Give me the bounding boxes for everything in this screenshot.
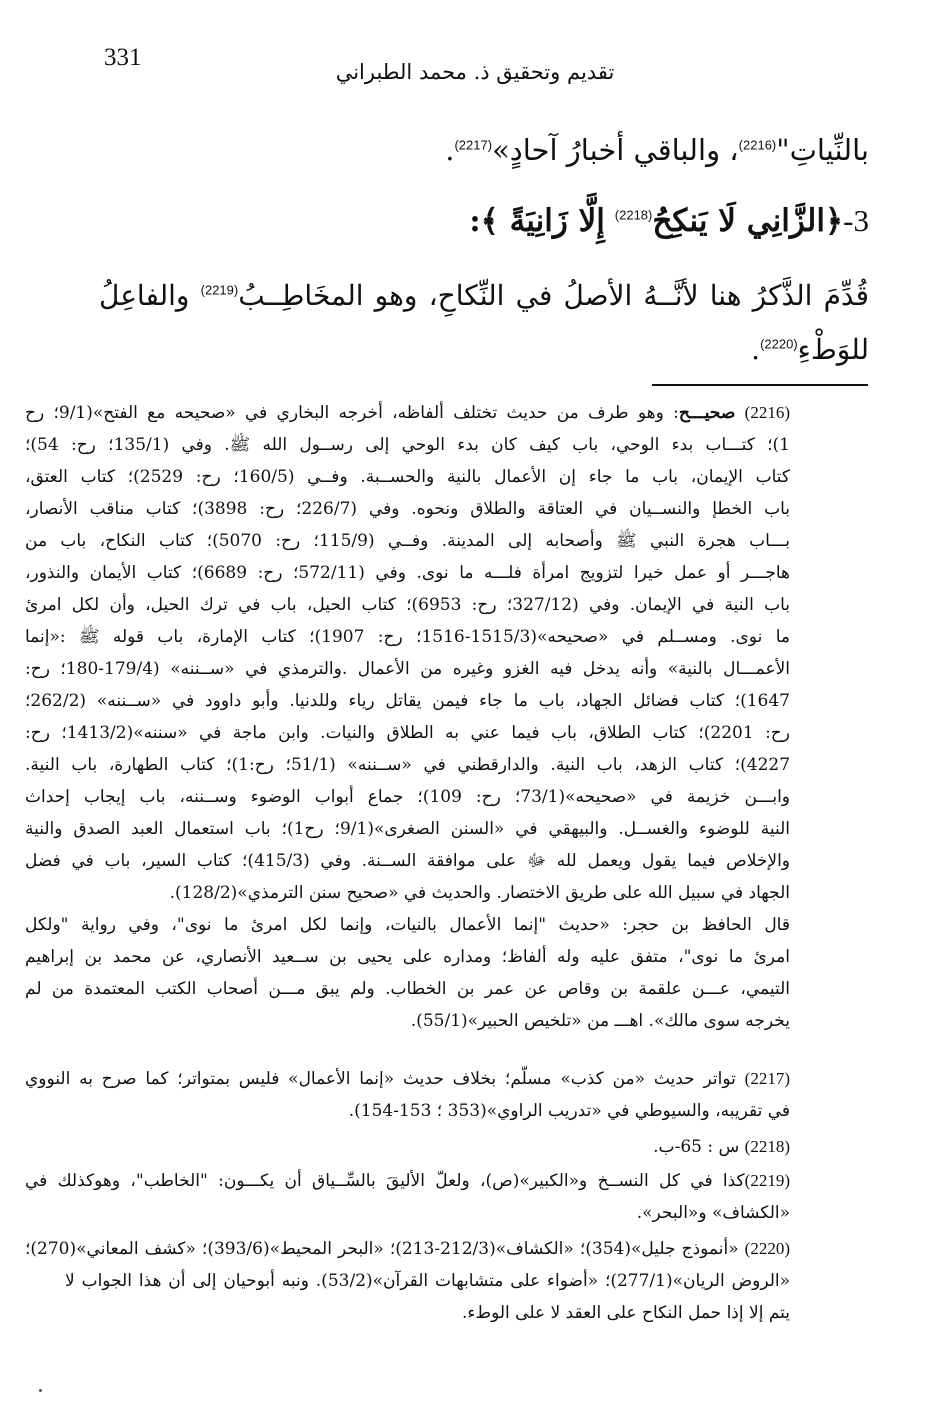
margin-dot — [39, 1389, 42, 1392]
footnote-2216-line: قال الحافظ بن حجر: «حديث "إنما الأعمال بالنيات، وإنما لكل امرئ ما نوى"، وفي رواية "ولكل — [25, 915, 790, 935]
grade-label: صحيـــح — [678, 403, 736, 423]
footnote-text: تواتر حديث «من كذب» مسلّم؛ بخلاف حديث «إنما الأعمال» فليس بمتواتر؛ كما صرح به النووي — [25, 1069, 736, 1089]
footnote-2216-line: باب الخطإ والنســيان في العتاقة والطلاق ونحوه. وفي (226/7؛ رح: 3898)؛ كتاب مناقب الأنصار، — [25, 499, 790, 519]
footnote-ref-2218: (2218) — [614, 207, 653, 223]
footnote-number: (2217) — [744, 1069, 790, 1088]
footnote-ref-2216: (2216) — [738, 137, 777, 153]
footnote-2220-line: «الروض الريان»(277/1)؛ «أضواء على متشابهات القرآن»(53/2). ونبه أبوحيان إلى أن هذا الجواب لا — [65, 1271, 790, 1291]
main-paragraph-line-1 — [99, 274, 869, 318]
page-number: 331 — [104, 44, 142, 71]
main-line-1-end: . — [445, 133, 455, 167]
main-line-1-text: بالنِّياتِ" — [776, 133, 869, 167]
paragraph-text-d: . — [751, 333, 761, 366]
footnote-2216-line: والإخلاص فيما يقول ويعمل لله ﷻ على موافقة الســنة. وفي (415/3)؛ كتاب السير، باب في فضل — [25, 851, 790, 871]
footnote-text: : وهو طرف من حديث تختلف ألفاظه، أخرجه البخاري في «صحيحه مع الفتح»(9/1؛ رح — [25, 403, 679, 423]
footnote-2216-line: بـــاب هجرة النبي ﷺ وأصحابه إلى المدينة. وفــي (115/9؛ رح: 5070)؛ كتاب النكاح، باب من — [25, 531, 790, 551]
footnote-ref-2220: (2220) — [760, 336, 798, 352]
main-paragraph-line-2 — [751, 328, 869, 372]
footnote-2217-line — [25, 1064, 790, 1094]
paragraph-text-b: والفاعِلُ — [99, 279, 190, 312]
footnote-2216-line: رح: 2201)؛ كتاب الطلاق، باب فيما عني به الطلاق والنيات. وابن ماجة في «سننه»(1413/2؛ رح: — [25, 723, 790, 743]
footnote-2216-line: 1)؛ كتـــاب بدء الوحي، باب كيف كان بدء الوحي إلى رســول الله ﷺ. وفي (135/1؛ رح: 54)؛ — [25, 435, 790, 455]
footnote-ref-2217: (2217) — [454, 137, 493, 153]
footnote-number: (2219) — [744, 1171, 790, 1190]
footnote-2218-line — [25, 1132, 790, 1162]
footnote-text: «أنموذج جليل»(354)؛ «الكشاف»(212/3-213)؛ «البحر المحيط»(393/6)؛ «كشف المعاني»(270)؛ — [25, 1239, 739, 1259]
footnote-2216-line: النية للوضوء والغســل. والبيهقي في «السنن الصغرى»(9/1؛ رح1)؛ باب استعمال العبد الصدق والنية — [25, 819, 790, 839]
verse-text-b: إِلَّا زَانِيَةً ﴾: — [469, 203, 605, 239]
footnote-2220-line: يتم إلا إذا حمل النكاح على العقد لا على الوطء. — [461, 1303, 790, 1323]
footnote-2216-line: كتاب الإيمان، باب ما جاء إن الأعمال بالنية والحســبة. وفــي (160/5؛ رح: 2529)؛ كتاب العتق، — [25, 467, 790, 487]
footnote-2216-line: التيمي، عـــن علقمة بن وقاص عن عمر بن الخطاب. ولم يبق مـــن أصحاب الكتب المعتمدة من لم — [25, 979, 790, 999]
verse-text-a: ﴿الزَّانِي لَا يَنكِحُ — [652, 203, 844, 239]
heading-number: 3- — [843, 203, 869, 238]
footnote-2216-line: ما نوى. ومســلم في «صحيحه»(1515/3-1516؛ رح: 1907)؛ كتاب الإمارة، باب قوله ﷺ :«إنما — [25, 627, 790, 647]
footnote-2216-line: الأعمـــال بالنية» وأنه يدخل فيه الغزو وغيره من الأعمال .والترمذي في «ســننه» (179/4-180؛ رح: — [25, 659, 790, 679]
footnote-text: كذا في كل النســخ و«الكبير»(ص)، ولعلّ الأليقَ بالسِّــياق أن يكـــون: "الخاطب"، وهوكذلك في — [25, 1171, 745, 1191]
main-line-1-text-2: ، والباقي أخبارُ آحادٍ» — [492, 133, 739, 167]
footnote-2216-line — [25, 398, 790, 428]
footnote-2216-line: هاجـــر أو عمل خيرا لتزويج امرأة فلـــه ما نوى. وفي (572/11؛ رح: 6689)؛ كتاب الأيمان والنذور، — [25, 563, 790, 583]
footnote-2216-line: يخرجه سوى مالك». اهـــ من «تلخيص الحبير»(55/1). — [410, 1011, 790, 1031]
footnote-number: (2216) — [744, 403, 790, 422]
footnote-2216-line: 4227)؛ كتاب الزهد، باب النية. والدارقطني في «ســننه» (51/1؛ رح:1)؛ كتاب الطهارة، باب النية. — [25, 755, 790, 775]
footnote-number: (2218) — [744, 1137, 790, 1156]
footnote-2217-line: في تقريبه، والسيوطي في «تدريب الراوي»(353 ؛ 153-154). — [348, 1101, 790, 1121]
footnote-2216-line: الجهاد في سبيل الله على طريق الاختصار. والحديث في «صحيح سنن الترمذي»(128/2). — [169, 883, 790, 903]
footnote-text: س : 65-ب. — [653, 1137, 740, 1157]
footnote-2219-line: «الكشاف» و«البحر». — [636, 1203, 790, 1223]
footnote-2220-line — [25, 1234, 790, 1264]
footnote-ref-2219: (2219) — [200, 282, 239, 298]
paragraph-text-c: للوَطْءِ — [797, 333, 869, 366]
footnote-2219-line — [25, 1166, 790, 1196]
footnote-number: (2220) — [744, 1239, 790, 1258]
footnote-2216-line: وابـــن خزيمة في «صحيحه»(73/1؛ رح: 109)؛ جماع أبواب الوضوء وســننه، باب إيجاب إحداث — [25, 787, 790, 807]
footnote-2216-line: امرئ ما نوى"، متفق عليه وله ألفاظ؛ ومداره على يحيى بن ســعيد الأنصاري، عن محمد بن إبراهيم — [25, 947, 790, 967]
verse-heading — [469, 198, 869, 244]
footnote-2216-line: 1647)؛ كتاب فضائل الجهاد، باب ما جاء فيمن يقاتل رياء وللدنيا. وأبو داوود في «ســننه» (262/2؛ — [25, 691, 790, 711]
main-line-1 — [445, 128, 869, 172]
running-head: تقديم وتحقيق ذ. محمد الطبراني — [335, 60, 615, 84]
footnote-separator — [652, 384, 868, 386]
paragraph-text-a: قُدِّمَ الذَّكرُ هنا لأنَّــهُ الأصلُ في النِّكاحِ، وهو المخَاطِــبُ — [238, 279, 869, 312]
footnote-2216-line: باب النية في الإيمان. وفي (327/12؛ رح: 6953)؛ كتاب الحيل، باب في ترك الحيل، وأن لكل امرئ — [25, 595, 790, 615]
